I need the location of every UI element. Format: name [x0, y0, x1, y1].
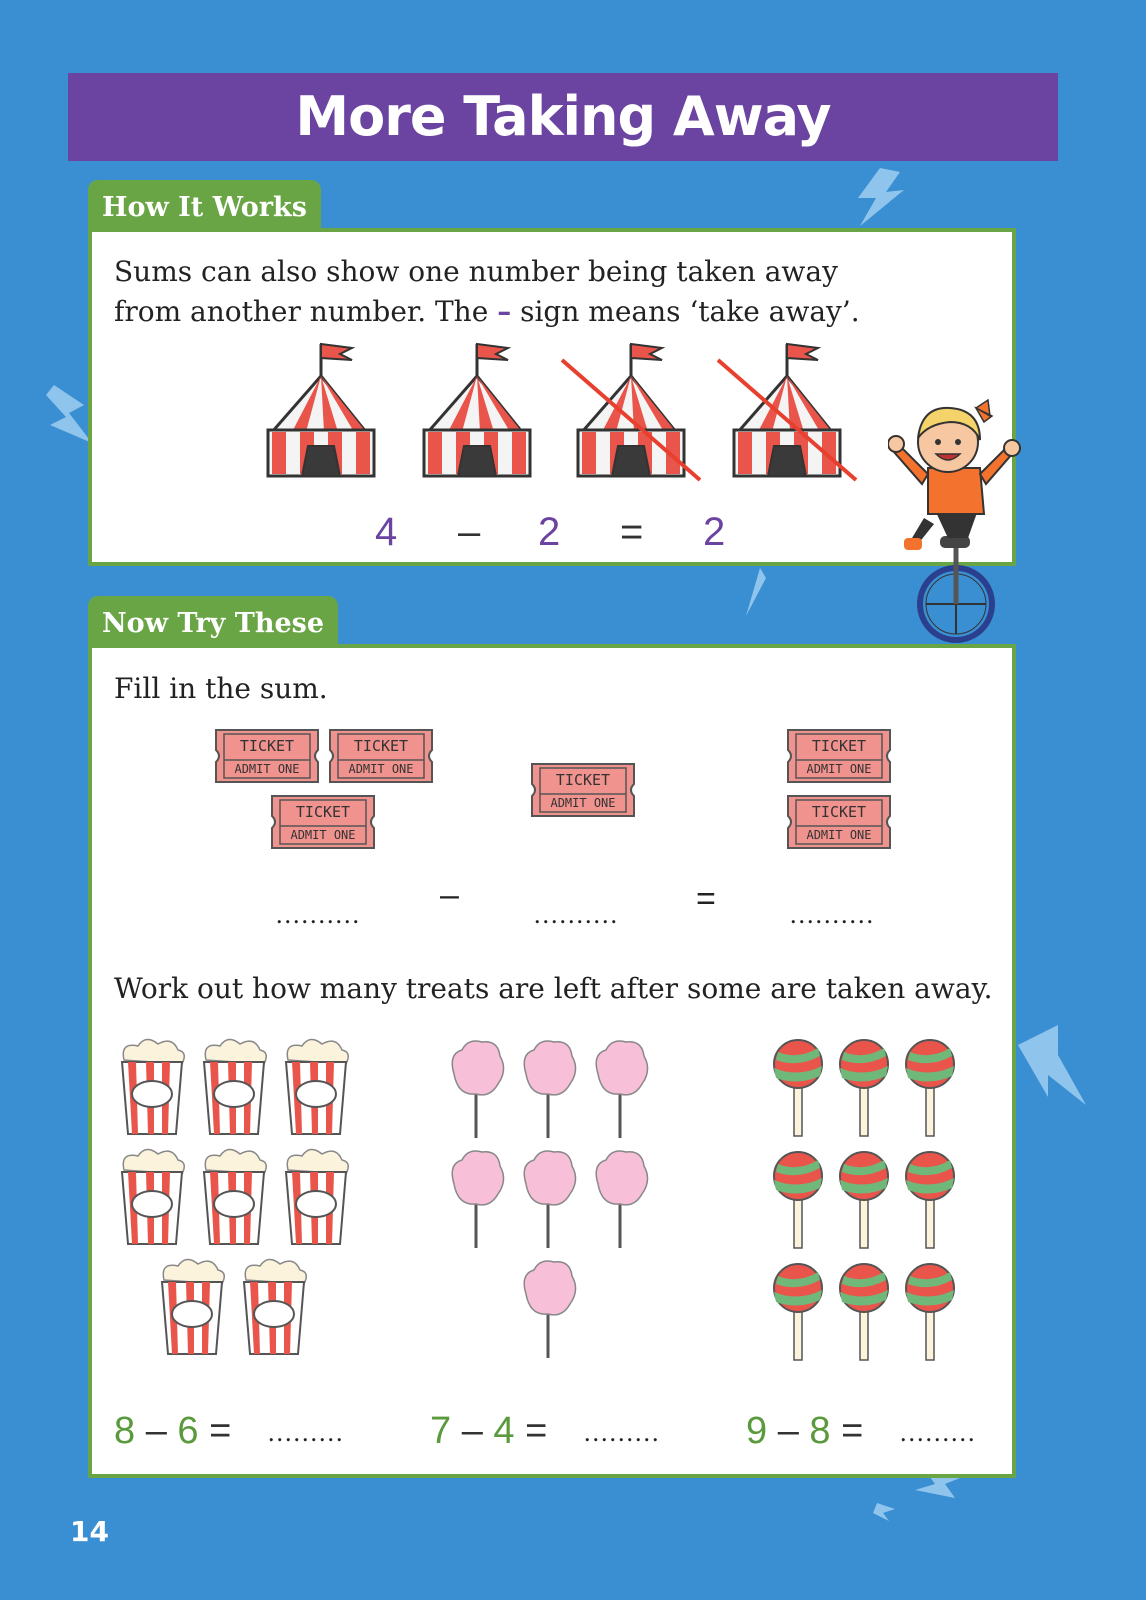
ticket-label-top: TICKET [811, 737, 867, 755]
intro-line-2 [114, 292, 874, 332]
lightning-icon [44, 385, 94, 455]
ticket-label-bottom: ADMIT ONE [234, 762, 300, 776]
crossed-out-circus-tent-icon [716, 340, 862, 486]
now-try-these-tab: Now Try These [88, 596, 338, 648]
answer-blank[interactable]: .......... [276, 900, 361, 929]
equation-minus: – [458, 510, 481, 554]
equation-number: 2 [538, 510, 561, 554]
ticket-label-top: TICKET [555, 771, 611, 789]
sum-number: 8 [114, 1410, 136, 1452]
minus-sign: – [497, 295, 512, 328]
fill-minus: – [440, 876, 459, 914]
ticket-label-top: TICKET [353, 737, 409, 755]
lightning-icon [850, 168, 910, 228]
ticket-label-bottom: ADMIT ONE [806, 762, 872, 776]
circus-tent-icon [262, 340, 380, 482]
sum-equals: = [841, 1410, 864, 1452]
answer-blank[interactable]: ......... [268, 1418, 345, 1447]
answer-blank[interactable]: ......... [584, 1418, 661, 1447]
page-number: 14 [70, 1515, 109, 1548]
ticket-label-top: TICKET [811, 803, 867, 821]
equation-result: 2 [703, 510, 726, 554]
ticket-label-top: TICKET [295, 803, 351, 821]
candyfloss-sum [430, 1410, 547, 1453]
sum-equals: = [209, 1410, 232, 1452]
ticket-label-bottom: ADMIT ONE [348, 762, 414, 776]
sum-minus: – [461, 1410, 483, 1452]
intro-text [114, 252, 874, 332]
lightning-icon [738, 568, 768, 618]
intro-line-2-start: from another number. The [114, 295, 498, 328]
lollipop-group-icon [770, 1036, 970, 1366]
sum-number: 9 [746, 1410, 768, 1452]
ticket-label-bottom: ADMIT ONE [550, 796, 616, 810]
sum-number: 7 [430, 1410, 452, 1452]
how-it-works-tab: How It Works [88, 180, 321, 232]
fill-equals: = [696, 880, 716, 918]
page-title: More Taking Away [68, 73, 1058, 161]
sum-minus: – [145, 1410, 167, 1452]
instruction-treats: Work out how many treats are left after some are taken away. [114, 972, 993, 1005]
instruction-fill-sum: Fill in the sum. [114, 672, 328, 705]
sum-number: 4 [493, 1410, 515, 1452]
circus-tent-icon [418, 340, 536, 482]
answer-blank[interactable]: .......... [534, 900, 619, 929]
popcorn-group-icon [116, 1036, 356, 1356]
equation-number: 4 [375, 510, 398, 554]
ticket-label-top: TICKET [239, 737, 295, 755]
sum-number: 6 [177, 1410, 199, 1452]
sum-equals: = [525, 1410, 548, 1452]
candyfloss-group-icon [444, 1036, 664, 1366]
answer-blank[interactable]: .......... [790, 900, 875, 929]
popcorn-sum [114, 1410, 231, 1453]
intro-line-2-end: sign means ‘take away’. [511, 295, 860, 328]
crossed-out-circus-tent-icon [560, 340, 706, 486]
ticket-label-bottom: ADMIT ONE [290, 828, 356, 842]
lightning-icon [1018, 1025, 1088, 1120]
lollipop-sum [746, 1410, 863, 1453]
intro-line-1: Sums can also show one number being taken away [114, 255, 838, 288]
lightning-icon [873, 1503, 895, 1521]
ticket-label-bottom: ADMIT ONE [806, 828, 872, 842]
unicycle-girl-illustration [888, 398, 1024, 648]
sum-number: 8 [809, 1410, 831, 1452]
sum-minus: – [777, 1410, 799, 1452]
equation-equals: = [620, 510, 644, 554]
answer-blank[interactable]: ......... [900, 1418, 977, 1447]
